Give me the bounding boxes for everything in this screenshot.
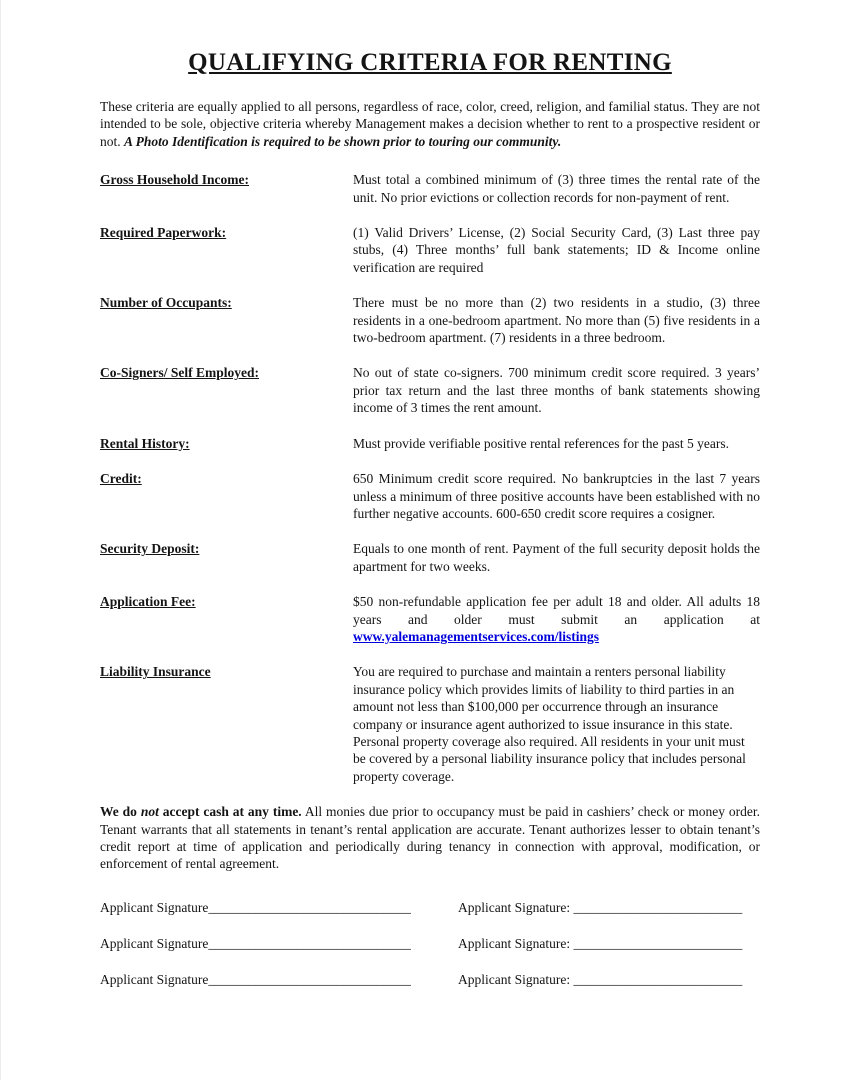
criteria-description-text: $50 non-refundable application fee per adult 18 and older. All adults 18 years and older must submit an application at [353, 594, 760, 627]
criteria-label: Co-Signers/ Self Employed: [100, 365, 260, 381]
criteria-label-cell [100, 663, 353, 785]
intro-text: These criteria are equally applied to all persons, regardless of race, color, creed, religion, and familial status. They are not intended to be sole, objective criteria whereby Management makes a decision whether to rent to a prospective resident or not. [100, 99, 760, 149]
criteria-label-cell [100, 593, 353, 645]
criteria-row [100, 540, 760, 575]
criteria-label-cell [100, 224, 353, 276]
criteria-description [353, 294, 760, 346]
page-title [100, 48, 760, 78]
criteria-label: Security Deposit: [100, 541, 200, 557]
criteria-label: Application Fee: [100, 594, 196, 610]
criteria-description-text: No out of state co-signers. 700 minimum credit score required. 3 years’ prior tax return and the last three months of bank statements showing income of 3 times the rent amount. [353, 365, 760, 416]
criteria-row [100, 171, 760, 206]
closing-bold-text-after: accept cash at any time. [158, 804, 302, 820]
criteria-description-text: Must provide verifiable positive rental references for the past 5 years. [353, 435, 729, 451]
signature-right-cell [458, 935, 760, 952]
signature-blank-line: ______________________________ [208, 971, 411, 987]
criteria-row [100, 470, 760, 522]
closing-paragraph [100, 803, 760, 873]
signature-left-cell [100, 899, 458, 916]
criteria-description-text: Equals to one month of rent. Payment of the full security deposit holds the apartment for two weeks. [353, 541, 760, 574]
criteria-description-text: 650 Minimum credit score required. No bankruptcies in the last 7 years unless a minimum of three positive accounts have been established with no further negative accounts. 600-650 credit score requires a cosigner. [353, 471, 760, 521]
signature-blank-line: _________________________ [573, 971, 743, 987]
closing-bold-text: We do [100, 804, 141, 820]
criteria-label-cell [100, 364, 353, 416]
closing-bold [100, 804, 302, 819]
signature-blank-line: _________________________ [573, 899, 743, 915]
applicant-signature-label: Applicant Signature: [458, 935, 574, 951]
criteria-description [353, 593, 760, 645]
applicant-signature-label: Applicant Signature: [458, 971, 574, 987]
criteria-label-cell [100, 435, 353, 452]
closing-bold-italic-word: not [140, 804, 159, 820]
applicant-signature-label: Applicant Signature [100, 971, 209, 987]
criteria-label: Credit: [100, 471, 142, 487]
criteria-label-cell [100, 470, 353, 522]
criteria-label-cell [100, 540, 353, 575]
intro-emphasis-text: A Photo Identification is required to be shown prior to touring our community. [124, 133, 562, 149]
page-title-text: QUALIFYING CRITERIA FOR RENTING [188, 49, 672, 76]
applicant-signature-label: Applicant Signature: [458, 899, 574, 915]
criteria-label-cell [100, 294, 353, 346]
criteria-list [100, 171, 760, 785]
signature-blank-line: _________________________ [573, 935, 743, 951]
criteria-label: Gross Household Income: [100, 172, 250, 188]
criteria-row [100, 294, 760, 346]
criteria-description [353, 470, 760, 522]
signature-blank-line: ______________________________ [208, 899, 411, 915]
signature-row [100, 899, 760, 916]
criteria-description-text: There must be no more than (2) two residents in a studio, (3) three residents in a one-bedroom apartment. No more than (5) five residents in a two-bedroom apartment. (7) residents in a three bedroom. [353, 295, 760, 346]
criteria-description [353, 224, 760, 276]
criteria-label: Required Paperwork: [100, 225, 227, 241]
criteria-row [100, 663, 760, 785]
intro-emphasis [124, 134, 561, 149]
criteria-description-text: You are required to purchase and maintain a renters personal liability insurance policy which provides limits of liability to third parties in an amount not less than $100,000 per occurrence through an insurance company or insurance agent authorized to issue insurance in this state. Personal property coverage also required. All residents in your unit must be covered by a personal liability insurance policy that includes personal property coverage. [353, 664, 746, 784]
criteria-description [353, 540, 760, 575]
signature-blank-line: ______________________________ [208, 935, 411, 951]
signature-row [100, 935, 760, 952]
application-url-link[interactable]: www.yalemanagementservices.com/listings [353, 628, 599, 644]
signature-row [100, 971, 760, 988]
applicant-signature-label: Applicant Signature [100, 899, 209, 915]
criteria-description-text: Must total a combined minimum of (3) three times the rental rate of the unit. No prior evictions or collection records for non-payment of rent. [353, 172, 760, 205]
criteria-label: Liability Insurance [100, 664, 211, 680]
signature-right-cell [458, 899, 760, 916]
criteria-row [100, 593, 760, 645]
criteria-description-text: (1) Valid Drivers’ License, (2) Social Security Card, (3) Last three pay stubs, (4) Three months’ full bank statements; ID & Income online verification are required [353, 225, 760, 275]
criteria-description [353, 435, 760, 452]
criteria-row [100, 435, 760, 452]
criteria-label: Rental History: [100, 435, 190, 451]
criteria-description [353, 171, 760, 206]
signature-left-cell [100, 935, 458, 952]
criteria-row [100, 224, 760, 276]
closing-normal-text: All monies due prior to occupancy must be paid in cashiers’ check or money order. Tenant warrants that all statements in tenant’s rental application are accurate. Tenant authorizes lesser to obtain tenant’s credit report at time of application and periodically during tenancy in connection with approval, modification, or enforcement of rental agreement. [100, 804, 760, 872]
criteria-description [353, 364, 760, 416]
signature-section [100, 899, 760, 988]
intro-paragraph [100, 98, 760, 150]
signature-left-cell [100, 971, 458, 988]
criteria-description [353, 663, 760, 785]
applicant-signature-label: Applicant Signature [100, 935, 209, 951]
criteria-row [100, 364, 760, 416]
criteria-label-cell [100, 171, 353, 206]
criteria-label: Number of Occupants: [100, 295, 232, 311]
signature-right-cell [458, 971, 760, 988]
